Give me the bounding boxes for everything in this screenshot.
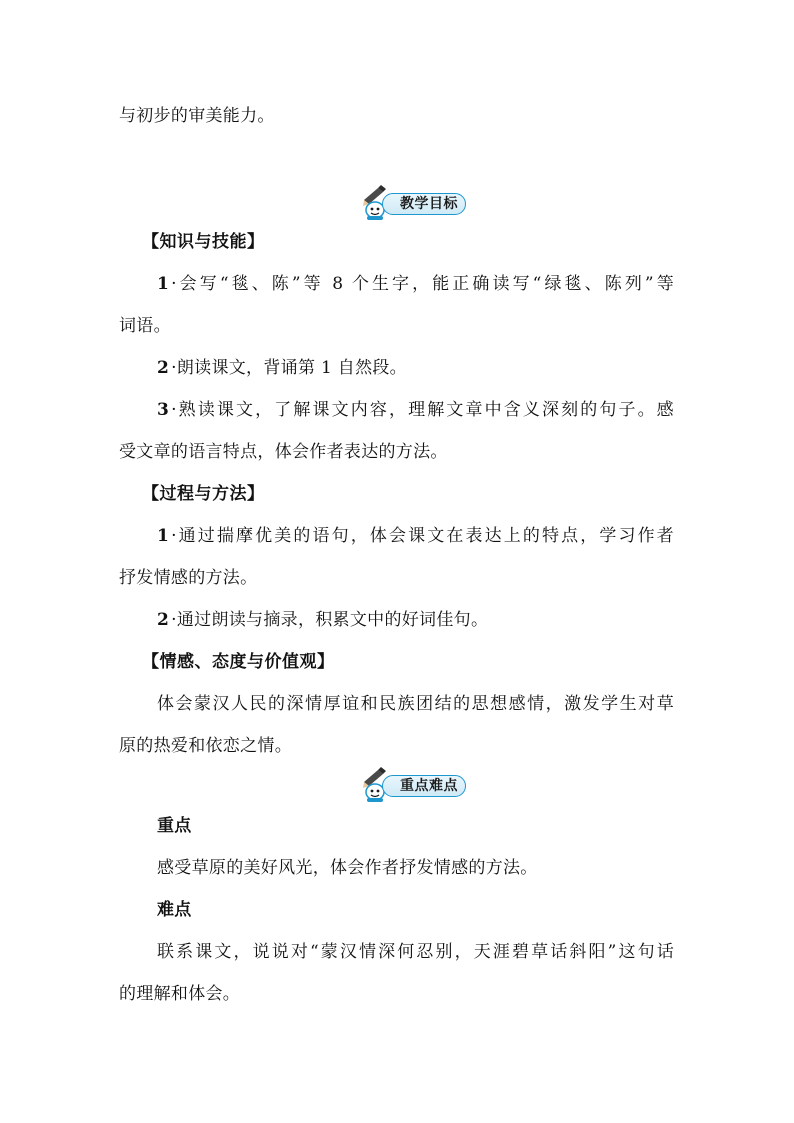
knowledge-item-2-line-1	[157, 356, 407, 380]
heading-difficult-points: 难点	[157, 900, 192, 920]
emotion-line-1	[157, 692, 674, 716]
knowledge-item-3-line-1	[157, 398, 674, 422]
emotion-line-2: 原的热爱和依恋之情。	[119, 736, 292, 756]
item-number: 2	[157, 610, 170, 630]
heading-process-methods: 【过程与方法】	[142, 484, 265, 504]
item-text: ·朗读课文，背诵第 1 自然段。	[171, 358, 407, 378]
heading-knowledge-skills: 【知识与技能】	[142, 232, 265, 252]
section-badge-key-difficult	[358, 766, 468, 802]
item-number: 2	[157, 358, 170, 378]
knowledge-item-1-line-1	[157, 272, 674, 296]
emotion-text: 体会蒙汉人民的深情厚谊和民族团结的思想感情，激发学生对草	[157, 694, 674, 714]
knowledge-item-1-line-2: 词语。	[119, 316, 171, 336]
intro-tail-text: 与初步的审美能力。	[119, 106, 275, 126]
heading-emotion-values: 【情感、态度与价值观】	[142, 652, 335, 672]
heading-key-points: 重点	[157, 816, 192, 836]
item-number: 3	[157, 400, 170, 420]
difficult-line-1	[157, 940, 674, 964]
badge-label: 重点难点	[400, 778, 458, 794]
item-text: ·通过揣摩优美的语句，体会课文在表达上的特点，学习作者	[171, 526, 674, 546]
item-number: 1	[157, 526, 170, 546]
knowledge-item-3-line-2: 受文章的语言特点，体会作者表达的方法。	[119, 442, 448, 462]
item-text: ·通过朗读与摘录，积累文中的好词佳句。	[171, 610, 489, 630]
key-points-text: 感受草原的美好风光，体会作者抒发情感的方法。	[157, 858, 538, 878]
process-item-2-line-1	[157, 608, 488, 632]
section-badge-teaching-goals	[358, 184, 468, 220]
item-text: ·熟读课文，了解课文内容，理解文章中含义深刻的句子。感	[171, 400, 674, 420]
difficult-line-2: 的理解和体会。	[119, 984, 241, 1004]
process-item-1-line-1	[157, 524, 674, 548]
badge-label: 教学目标	[400, 196, 458, 212]
difficult-text: 联系课文，说说对“蒙汉情深何忍别，天涯碧草话斜阳”这句话	[157, 942, 674, 962]
item-text: ·会写“毯、陈”等 8 个生字，能正确读写“绿毯、陈列”等	[171, 274, 674, 294]
item-number: 1	[157, 274, 170, 294]
process-item-1-line-2: 抒发情感的方法。	[119, 568, 258, 588]
